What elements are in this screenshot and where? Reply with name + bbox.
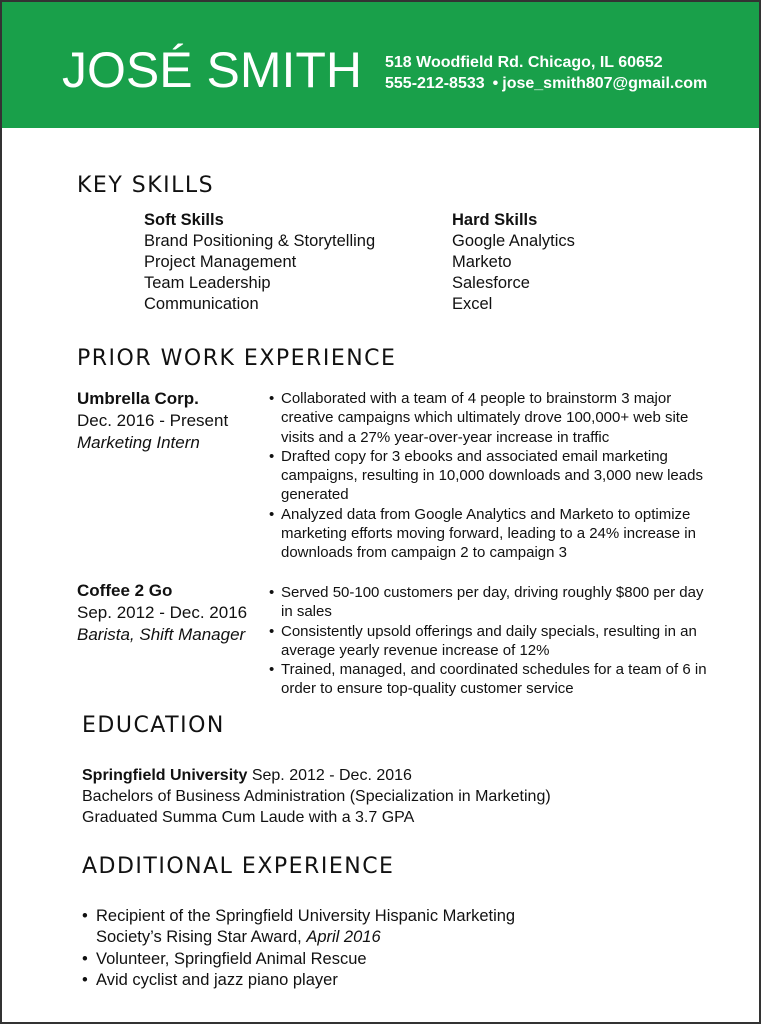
honors: Graduated Summa Cum Laude with a 3.7 GPA <box>82 809 415 826</box>
phone-email-line <box>385 73 707 94</box>
additional-list <box>82 906 582 991</box>
job-bullet: • Consistently upsold offerings and daily specials, resulting in an average yearly revenue increase of 12% <box>269 622 709 661</box>
key-skills-heading: KEY SKILLS <box>77 173 215 198</box>
phone: 555-212-8533 <box>385 75 485 92</box>
additional-item-award <box>82 906 582 949</box>
hard-skill-item: Marketo <box>452 253 512 271</box>
soft-skills-column <box>144 210 375 315</box>
job-bullet: • Trained, managed, and coordinated schedules for a team of 6 in order to ensure top-quality customer service <box>269 660 709 699</box>
soft-skill-item: Project Management <box>144 253 297 271</box>
job-bullet: • Analyzed data from Google Analytics and Marketo to optimize marketing efforts moving forward, leading to a 24% increase in downloads from campaign 2 to campaign 3 <box>269 505 709 563</box>
degree: Bachelors of Business Administration (Specialization in Marketing) <box>82 788 551 805</box>
education-dates: Sep. 2012 - Dec. 2016 <box>251 767 412 784</box>
address: 518 Woodfield Rd. Chicago, IL 60652 <box>385 54 663 71</box>
job-dates: Sep. 2012 - Dec. 2016 <box>77 603 248 622</box>
job-role: Marketing Intern <box>77 433 200 452</box>
soft-skill-item: Team Leadership <box>144 274 271 292</box>
job-bullet: • Collaborated with a team of 4 people to brainstorm 3 major creative campaigns which ultimately drove 100,000+ web site visits and a 27% year-over-year increase in traffic <box>269 389 709 447</box>
job-summary <box>77 388 228 454</box>
education-details <box>82 765 551 828</box>
hard-skills-heading: Hard Skills <box>452 211 538 229</box>
hard-skill-item: Google Analytics <box>452 232 575 250</box>
email: jose_smith807@gmail.com <box>502 75 708 92</box>
separator-dot: • <box>492 75 499 92</box>
company-name: Umbrella Corp. <box>77 389 199 408</box>
school-line <box>82 765 551 786</box>
job-bullets <box>269 583 709 699</box>
job-bullets <box>269 389 709 563</box>
soft-skills-heading: Soft Skills <box>144 211 224 229</box>
work-experience-heading: PRIOR WORK EXPERIENCE <box>77 346 397 371</box>
candidate-name: JOSÉ SMITH <box>62 42 363 98</box>
soft-skill-item: Communication <box>144 295 259 313</box>
school-name: Springfield University <box>82 767 248 784</box>
education-heading: EDUCATION <box>82 713 225 738</box>
soft-skill-item: Brand Positioning & Storytelling <box>144 232 376 250</box>
contact-info <box>385 52 707 94</box>
job-summary <box>77 580 247 646</box>
hard-skills-column <box>452 210 575 315</box>
additional-experience-heading: ADDITIONAL EXPERIENCE <box>82 854 395 879</box>
hard-skill-item: Excel <box>452 295 493 313</box>
additional-item-hobbies: • Avid cyclist and jazz piano player <box>82 970 582 991</box>
job-dates: Dec. 2016 - Present <box>77 411 229 430</box>
company-name: Coffee 2 Go <box>77 581 173 600</box>
job-bullet: • Served 50-100 customers per day, driving roughly $800 per day in sales <box>269 583 709 622</box>
additional-item-volunteer: • Volunteer, Springfield Animal Rescue <box>82 949 582 970</box>
header-banner <box>2 2 759 128</box>
job-bullet: • Drafted copy for 3 ebooks and associated email marketing campaigns, resulting in 10,000 downloads and 3,000 new leads generated <box>269 447 709 505</box>
award-text: Recipient of the Springfield University Hispanic Marketing Society’s Rising Star Award, <box>96 907 516 947</box>
award-date: April 2016 <box>306 928 381 947</box>
hard-skill-item: Salesforce <box>452 274 530 292</box>
job-role: Barista, Shift Manager <box>77 625 246 644</box>
